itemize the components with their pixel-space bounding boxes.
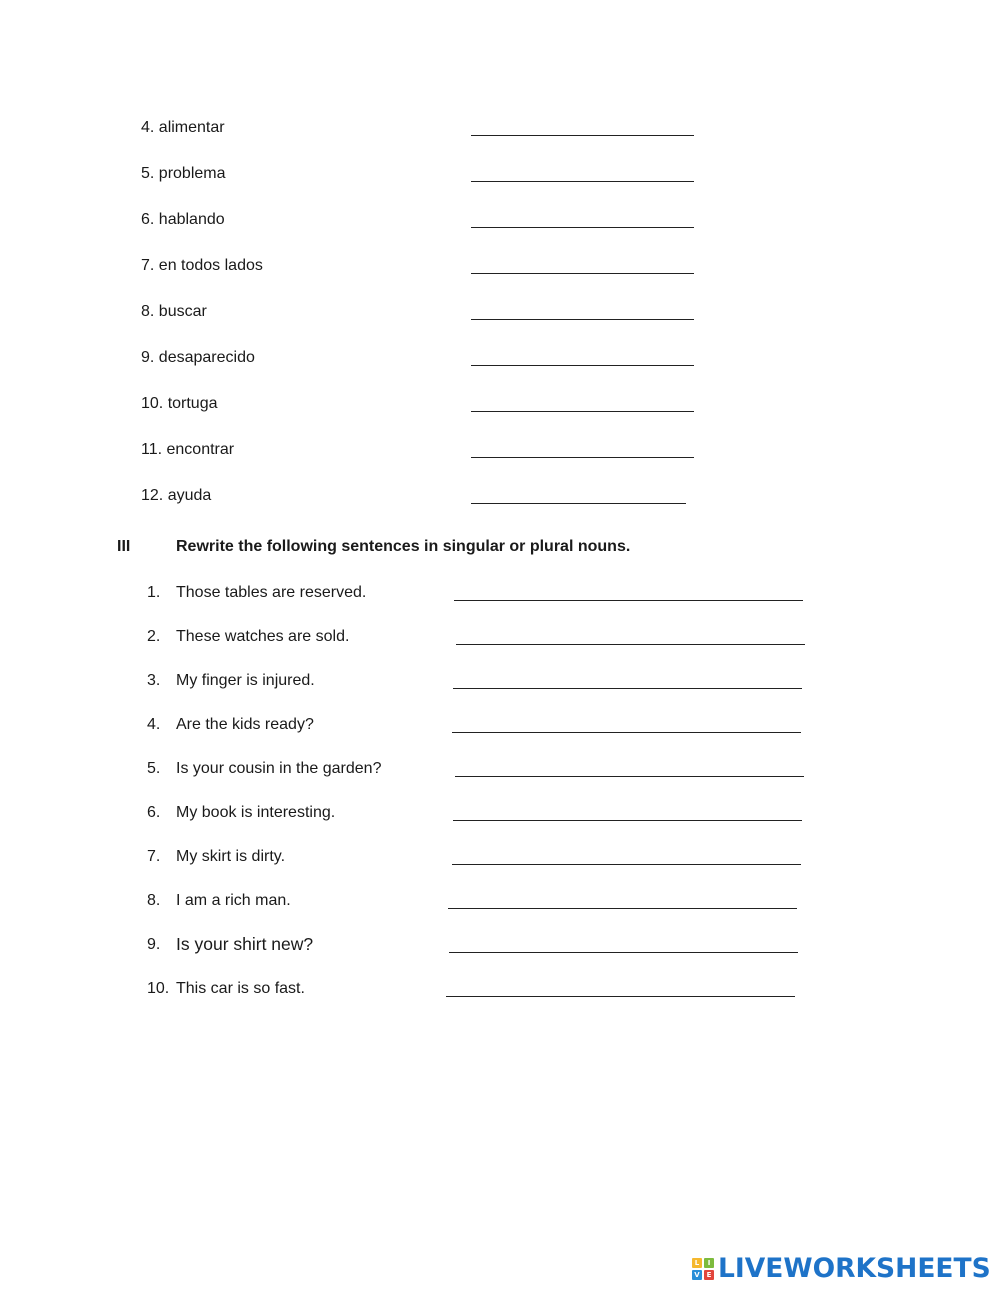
sentence-number: 4. [147, 716, 161, 733]
sentence-number: 6. [147, 804, 161, 821]
vocab-item-label: 8. buscar [141, 303, 207, 320]
vocab-item-5 [141, 165, 701, 189]
vocab-item-10 [141, 395, 701, 419]
vocab-item-9 [141, 349, 701, 373]
answer-line[interactable] [449, 952, 798, 953]
vocab-item-7 [141, 257, 701, 281]
vocab-item-11 [141, 441, 701, 465]
answer-blank[interactable] [471, 411, 694, 412]
vocab-item-label: 10. tortuga [141, 395, 218, 412]
sentence-item-7 [147, 848, 827, 874]
logo-block: E [704, 1270, 714, 1280]
sentence-item-6 [147, 804, 827, 830]
vocab-item-label: 4. alimentar [141, 119, 225, 136]
sentence-number: 8. [147, 892, 161, 909]
sentence-number: 5. [147, 760, 161, 777]
vocab-item-label: 9. desaparecido [141, 349, 255, 366]
sentence-item-3 [147, 672, 827, 698]
sentence-item-2 [147, 628, 827, 654]
sentence-item-4 [147, 716, 827, 742]
sentence-number: 7. [147, 848, 161, 865]
sentence-item-10 [147, 980, 827, 1006]
logo-block: I [704, 1258, 714, 1268]
logo-block: V [692, 1270, 702, 1280]
sentence-number: 2. [147, 628, 161, 645]
sentence-text: This car is so fast. [176, 980, 305, 997]
vocab-item-8 [141, 303, 701, 327]
section-number: III [117, 538, 131, 555]
logo-blocks-icon [692, 1258, 716, 1280]
sentence-item-1 [147, 584, 827, 610]
sentence-text: Those tables are reserved. [176, 584, 367, 601]
sentence-text: My book is interesting. [176, 804, 336, 821]
vocab-item-label: 12. ayuda [141, 487, 212, 504]
answer-line[interactable] [448, 908, 797, 909]
logo-wordmark: LIVEWORKSHEETS [718, 1253, 991, 1284]
vocab-item-label: 11. encontrar [141, 441, 235, 458]
sentence-text: These watches are sold. [176, 628, 350, 645]
sentence-text: Is your shirt new? [176, 934, 314, 954]
answer-blank[interactable] [471, 227, 694, 228]
sentence-text: My skirt is dirty. [176, 848, 286, 865]
answer-line[interactable] [446, 996, 795, 997]
vocab-item-12 [141, 487, 701, 511]
section-instruction: Rewrite the following sentences in singular or plural nouns. [176, 538, 631, 555]
sentence-text: Is your cousin in the garden? [176, 760, 382, 777]
sentence-item-5 [147, 760, 827, 786]
sentence-text: My finger is injured. [176, 672, 315, 689]
sentence-number: 10. [147, 980, 170, 997]
answer-blank[interactable] [471, 319, 694, 320]
answer-blank[interactable] [471, 457, 694, 458]
sentence-text: I am a rich man. [176, 892, 291, 909]
sentence-number: 9. [147, 936, 161, 953]
answer-blank[interactable] [471, 365, 694, 366]
sentence-number: 3. [147, 672, 161, 689]
sentence-number: 1. [147, 584, 161, 601]
sentence-item-8 [147, 892, 827, 918]
vocab-item-label: 5. problema [141, 165, 226, 182]
answer-line[interactable] [454, 600, 803, 601]
logo-block: L [692, 1258, 702, 1268]
answer-line[interactable] [456, 644, 805, 645]
answer-line[interactable] [453, 688, 802, 689]
answer-line[interactable] [455, 776, 804, 777]
answer-blank[interactable] [471, 503, 686, 504]
answer-line[interactable] [453, 820, 802, 821]
vocab-item-4 [141, 119, 701, 143]
answer-blank[interactable] [471, 135, 694, 136]
vocab-item-label: 7. en todos lados [141, 257, 263, 274]
answer-blank[interactable] [471, 181, 694, 182]
sentence-text: Are the kids ready? [176, 716, 314, 733]
vocab-item-6 [141, 211, 701, 235]
answer-line[interactable] [452, 864, 801, 865]
answer-line[interactable] [452, 732, 801, 733]
vocab-item-label: 6. hablando [141, 211, 225, 228]
answer-blank[interactable] [471, 273, 694, 274]
sentence-item-9 [147, 936, 827, 962]
